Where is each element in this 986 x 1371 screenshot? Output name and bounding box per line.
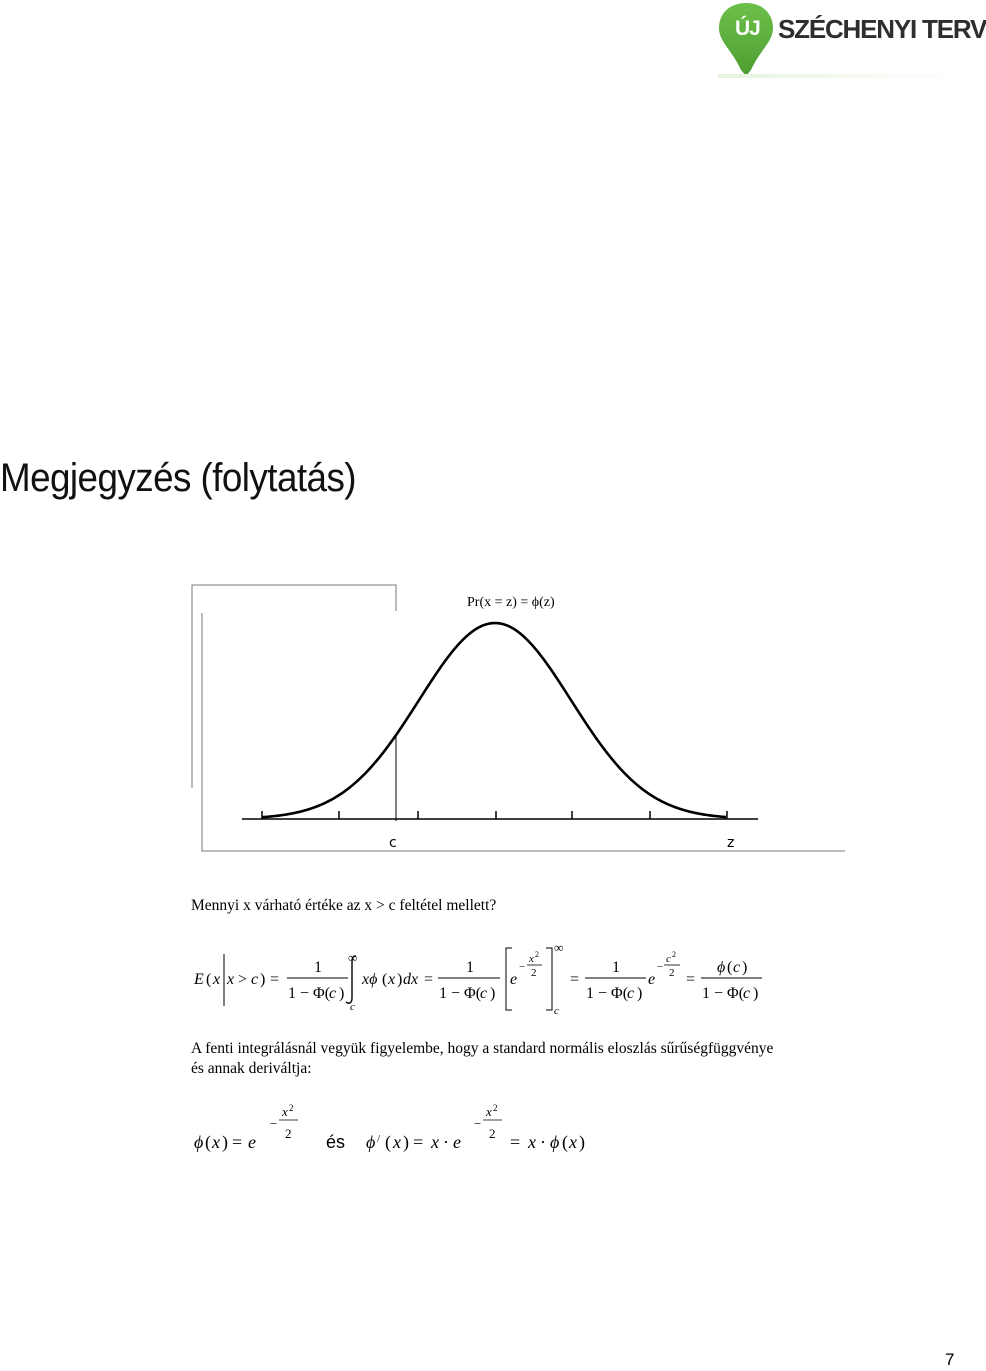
- svg-text:·: ·: [443, 1132, 449, 1152]
- svg-text:x: x: [393, 1132, 401, 1152]
- svg-text:2: 2: [289, 1103, 294, 1113]
- svg-text:c: c: [329, 985, 337, 1002]
- svg-text:ϕ: ϕ: [717, 959, 726, 976]
- svg-text:e: e: [510, 971, 518, 988]
- svg-text:c: c: [733, 959, 741, 976]
- note-line-1: A fenti integrálásnál vegyük figyelembe, hogy a standard normális eloszlás sűrűségfüggvénye: [191, 1040, 774, 1057]
- svg-text:2: 2: [535, 950, 539, 959]
- svg-text:e: e: [648, 971, 656, 988]
- svg-text:x: x: [431, 1132, 439, 1152]
- svg-text:1 − Φ(: 1 − Φ(: [439, 985, 482, 1002]
- svg-text:(: (: [562, 1132, 568, 1152]
- svg-text:=: =: [570, 971, 580, 988]
- svg-text:=: =: [232, 1132, 243, 1152]
- svg-text:): ): [579, 1132, 585, 1152]
- svg-text:c: c: [666, 953, 671, 965]
- svg-text:E: E: [194, 971, 204, 988]
- svg-text:=: =: [270, 971, 280, 988]
- axis-label-z: z: [727, 835, 735, 851]
- formula2-svg: [190, 1098, 610, 1158]
- note-line-2: és annak deriváltja:: [191, 1060, 312, 1077]
- logo-pin-text: ÚJ: [735, 17, 760, 40]
- svg-text:x: x: [529, 953, 534, 965]
- svg-text:=: =: [424, 971, 434, 988]
- bell-curve: [262, 623, 726, 817]
- svg-text:): ): [490, 985, 496, 1002]
- svg-text:(: (: [727, 959, 733, 976]
- svg-text:1: 1: [314, 959, 322, 976]
- svg-text:): ): [753, 985, 759, 1002]
- svg-text:∞: ∞: [348, 950, 358, 965]
- svg-text:c: c: [350, 1001, 355, 1013]
- svg-text:): ): [397, 971, 403, 988]
- svg-text:2: 2: [489, 1126, 496, 1141]
- svg-text:): ): [403, 1132, 409, 1152]
- axis-label-c: c: [389, 835, 397, 851]
- svg-text:x: x: [282, 1104, 288, 1119]
- svg-text:x: x: [213, 971, 221, 988]
- svg-text:e: e: [248, 1132, 256, 1152]
- note-paragraph: [191, 1039, 891, 1079]
- figure-frame: [192, 585, 845, 851]
- svg-text:e: e: [453, 1132, 461, 1152]
- svg-text:1 − Φ(: 1 − Φ(: [586, 985, 629, 1002]
- svg-text:−: −: [474, 1116, 482, 1131]
- svg-text:2: 2: [493, 1103, 498, 1113]
- svg-text:∞: ∞: [554, 940, 564, 955]
- svg-text:c: c: [480, 985, 488, 1002]
- density-plot: [190, 583, 850, 858]
- svg-text:/: /: [377, 1133, 381, 1145]
- svg-text:ϕ: ϕ: [366, 1132, 376, 1152]
- question-text: Mennyi x várható értéke az x > c feltétel mellett?: [191, 897, 497, 914]
- svg-text:): ): [339, 985, 345, 1002]
- logo-wordmark: SZÉCHENYI TERV: [778, 14, 986, 44]
- svg-text:2: 2: [285, 1126, 292, 1141]
- conditional-expectation-formula: [190, 940, 790, 1020]
- logo-underline: [718, 74, 960, 78]
- svg-text:=: =: [413, 1132, 424, 1152]
- svg-text:c: c: [554, 1005, 559, 1017]
- svg-text:x: x: [486, 1104, 492, 1119]
- svg-text:1: 1: [612, 959, 620, 976]
- svg-text:1 − Φ(: 1 − Φ(: [288, 985, 331, 1002]
- page-number: 7: [945, 1350, 955, 1369]
- svg-text:x: x: [212, 1132, 220, 1152]
- svg-text:(: (: [385, 1132, 391, 1152]
- svg-text:>: >: [238, 971, 248, 988]
- svg-text:2: 2: [669, 967, 675, 979]
- svg-text:−: −: [519, 961, 526, 973]
- svg-text:(: (: [205, 1132, 211, 1152]
- svg-text:): ): [637, 985, 643, 1002]
- svg-text:·: ·: [540, 1132, 546, 1152]
- svg-text:c: c: [743, 985, 751, 1002]
- density-label: Pr(x = z) = ϕ(z): [467, 595, 555, 610]
- svg-text:=: =: [510, 1132, 521, 1152]
- svg-text:x: x: [528, 1132, 536, 1152]
- svg-text:1: 1: [466, 959, 474, 976]
- svg-text:−: −: [657, 961, 664, 973]
- svg-text:2: 2: [672, 950, 676, 959]
- svg-text:1 − Φ(: 1 − Φ(: [702, 985, 745, 1002]
- normal-density-figure: [190, 583, 850, 858]
- svg-text:xϕ: xϕ: [362, 971, 378, 988]
- page-title: Megjegyzés (folytatás): [0, 456, 357, 500]
- density-derivative-formula: [190, 1098, 610, 1158]
- svg-text:x: x: [569, 1132, 577, 1152]
- axis-ticks: [262, 811, 727, 819]
- svg-text:=: =: [686, 971, 696, 988]
- svg-text:): ): [260, 971, 266, 988]
- formula2-connector: és: [326, 1132, 346, 1152]
- svg-text:): ): [742, 959, 748, 976]
- svg-text:c: c: [627, 985, 635, 1002]
- svg-text:dx: dx: [403, 971, 419, 988]
- szechenyi-terv-logo: [716, 0, 986, 80]
- svg-text:ϕ: ϕ: [194, 1132, 204, 1152]
- svg-text:): ): [222, 1132, 228, 1152]
- svg-text:2: 2: [531, 967, 537, 979]
- formula-svg: [190, 940, 790, 1020]
- svg-text:c: c: [251, 971, 259, 988]
- svg-text:(: (: [206, 971, 212, 988]
- svg-text:x: x: [388, 971, 396, 988]
- svg-text:ϕ: ϕ: [550, 1132, 560, 1152]
- svg-text:−: −: [270, 1116, 278, 1131]
- svg-text:x: x: [227, 971, 235, 988]
- svg-text:(: (: [382, 971, 388, 988]
